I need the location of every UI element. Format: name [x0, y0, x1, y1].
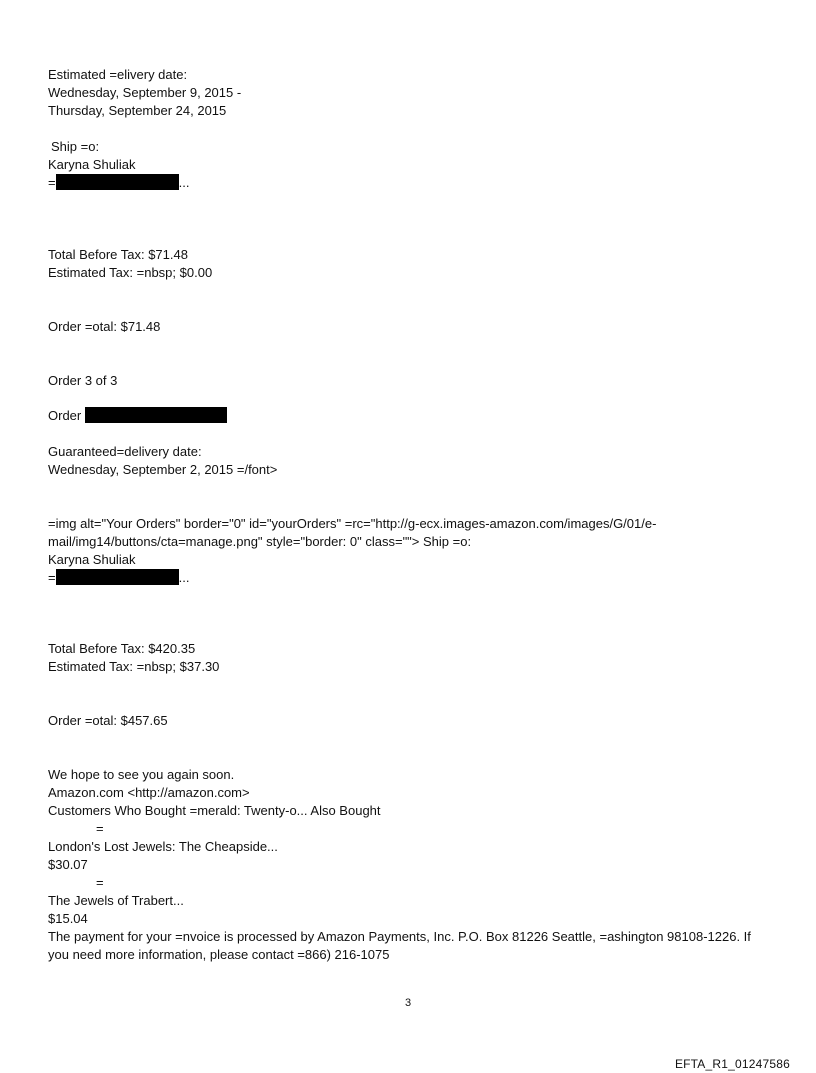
- recipient-name: Karyna Shuliak: [48, 157, 136, 172]
- total-before-tax: Total Before Tax: $420.35: [48, 641, 196, 656]
- order-number-line: [48, 407, 227, 425]
- recipient-name: Karyna Shuliak: [48, 552, 136, 567]
- estimated-tax: Estimated Tax: =nbsp; $0.00: [48, 265, 213, 280]
- separator: =: [96, 875, 104, 890]
- amazon-link[interactable]: Amazon.com <http://amazon.com>: [48, 785, 250, 800]
- redaction-box: [56, 174, 179, 190]
- book-title[interactable]: The Jewels of Trabert...: [48, 893, 184, 908]
- delivery-end: Thursday, September 24, 2015: [48, 103, 227, 118]
- book-title[interactable]: London's Lost Jewels: The Cheapside...: [48, 839, 278, 854]
- closing-message: We hope to see you again soon.: [48, 767, 235, 782]
- book-price: $15.04: [48, 911, 88, 926]
- address-prefix: =: [48, 570, 56, 585]
- delivery-start: Wednesday, September 9, 2015 -: [48, 85, 242, 100]
- also-bought-heading: Customers Who Bought =merald: Twenty-o... Also Bought: [48, 803, 381, 818]
- page-number: 3: [404, 997, 412, 1009]
- order-label: Order: [48, 408, 82, 423]
- estimated-tax: Estimated Tax: =nbsp; $37.30: [48, 659, 220, 674]
- redaction-box: [85, 407, 227, 423]
- bates-number: EFTA_R1_01247586: [674, 1057, 790, 1071]
- address-suffix: ...: [178, 175, 190, 190]
- order-total: Order =otal: $71.48: [48, 319, 161, 334]
- delivery-date: Wednesday, September 2, 2015 =/font>: [48, 462, 278, 477]
- total-before-tax: Total Before Tax: $71.48: [48, 247, 188, 262]
- address-suffix: ...: [178, 570, 190, 585]
- address-line: [48, 174, 189, 192]
- raw-img-line-1: =img alt="Your Orders" border="0" id="yourOrders" =rc="http://g-ecx.images-amazon.com/images/G/01/e-: [48, 516, 657, 531]
- delivery-label: Estimated =elivery date:: [48, 67, 188, 82]
- raw-img-line-2: mail/img14/buttons/cta=manage.png" style="border: 0" class=""> Ship =o:: [48, 534, 472, 549]
- ship-to-label: Ship =o:: [51, 139, 100, 154]
- redaction-box: [56, 569, 179, 585]
- order-total: Order =otal: $457.65: [48, 713, 168, 728]
- address-line: [48, 569, 189, 587]
- book-price: $30.07: [48, 857, 88, 872]
- payment-notice-line-1: The payment for your =nvoice is processed by Amazon Payments, Inc. P.O. Box 81226 Seattle, =ashington 98108-1226. If: [48, 929, 751, 944]
- address-prefix: =: [48, 175, 56, 190]
- payment-notice-line-2: you need more information, please contact =866) 216-1075: [48, 947, 390, 962]
- delivery-label: Guaranteed=delivery date:: [48, 444, 202, 459]
- order-heading: Order 3 of 3: [48, 373, 118, 388]
- separator: =: [96, 821, 104, 836]
